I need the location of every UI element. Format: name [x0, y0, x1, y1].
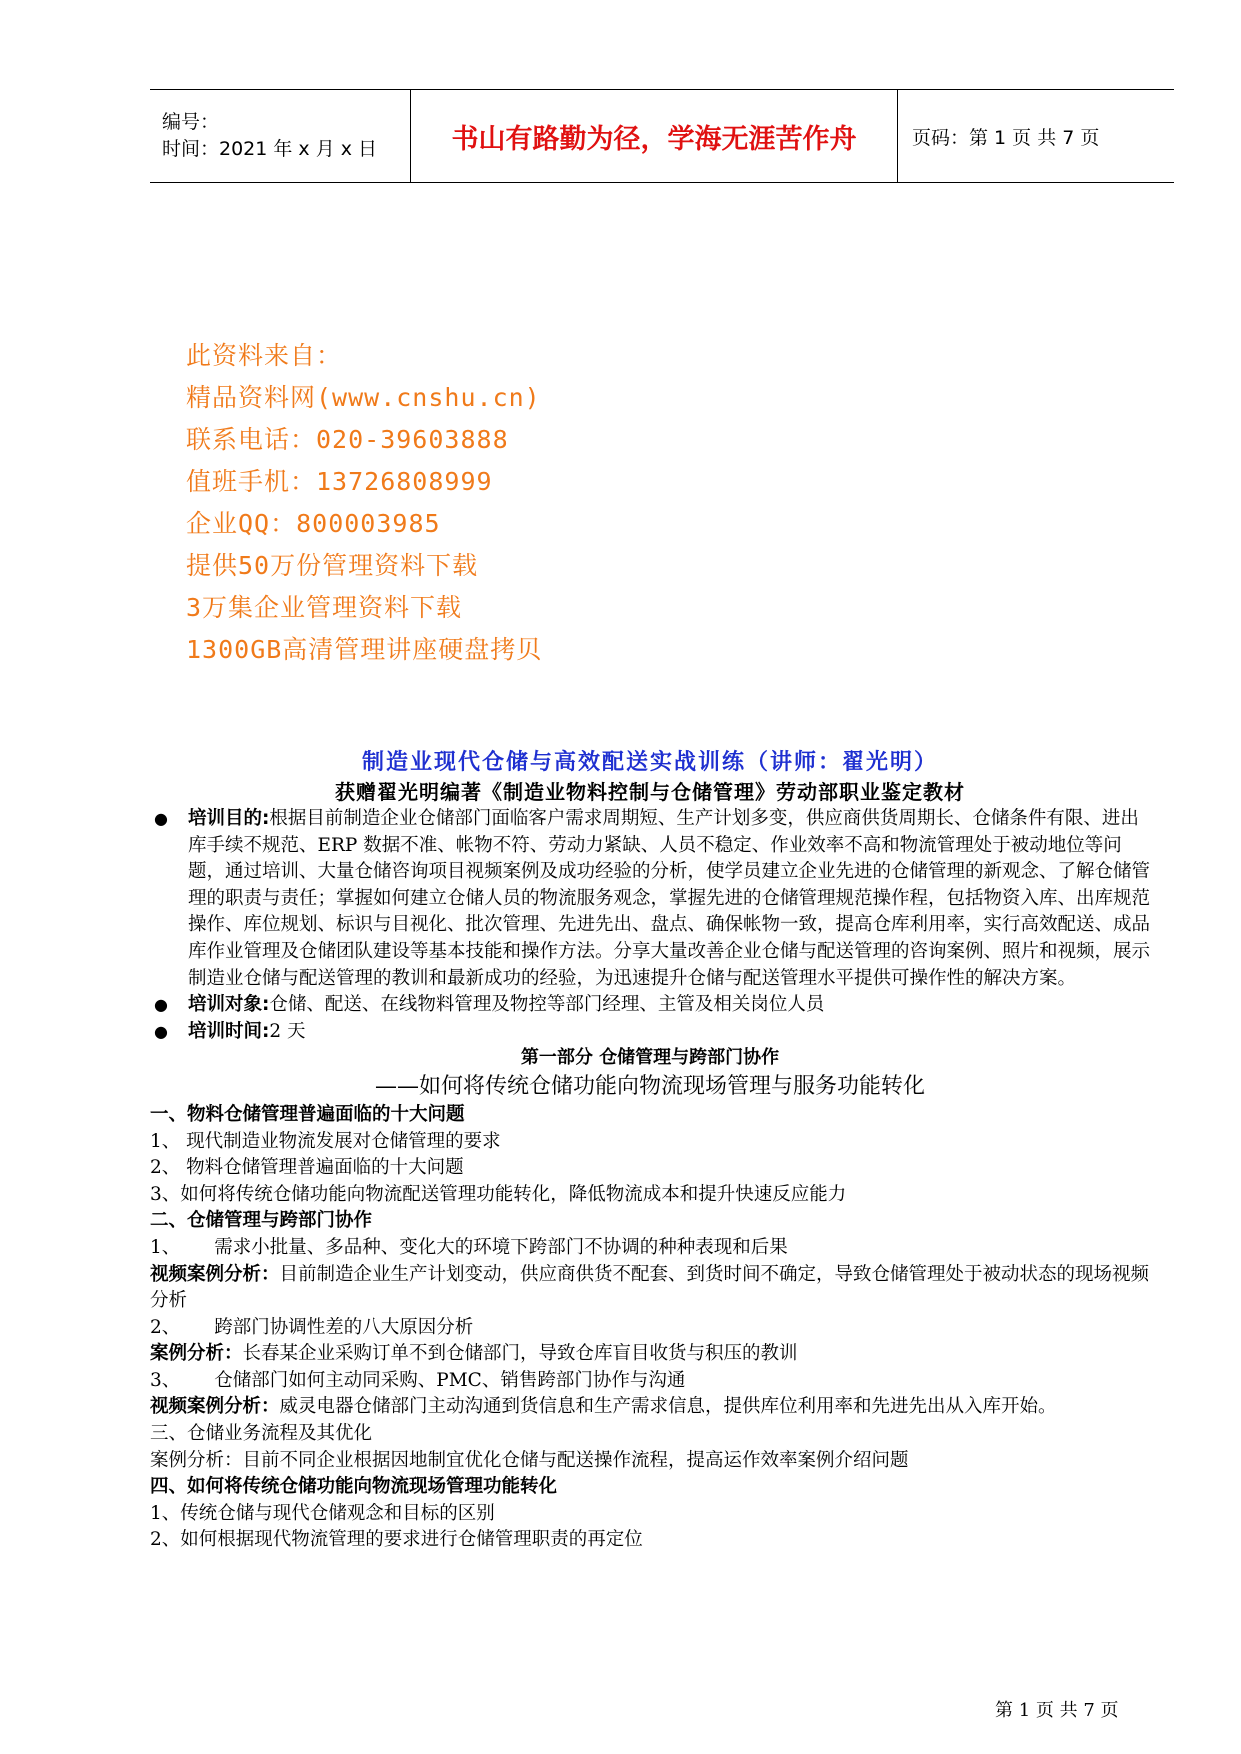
source-line: 企业QQ：800003985 — [186, 509, 441, 538]
purpose-text: 根据目前制造企业仓储部门面临客户需求周期短、生产计划多变，供应商供货周期长、仓储条件有限、进出库手续不规范、ERP 数据不准、帐物不符、劳动力紧缺、人员不稳定、作业效率不高和物流管理处于被动地位等问题，通过培训、大量仓储咨询项目视频案例及成功经验的分析，使学员建立企业先进的仓储管理的新观念、了解仓储管理的职责与责任；掌握如何建立仓储人员的物流服务观念，掌握先进的仓储管理规范操作程，包括物资入库、出库规范操作、库位规划、标识与目视化、批次管理、先进先出、盘点、确保帐物一致，提高仓库利用率，实行高效配送、成品库作业管理及仓储团队建设等基本技能和操作方法。分享大量改善企业仓储与配送管理的咨询案例、照片和视频，展示制造业仓储与配送管理的教训和最新成功的经验，为迅速提升仓储与配送管理水平提供可操作性的解决方案。 — [188, 808, 1151, 989]
purpose-label: 培训目的: — [188, 808, 270, 829]
header-left-cell — [150, 90, 410, 182]
section3-title: 三、仓储业务流程及其优化 — [150, 1423, 373, 1445]
target-label: 培训对象: — [188, 994, 270, 1016]
section3-case: 案例分析：目前不同企业根据因地制宜优化仓储与配送操作流程，提高运作效率案例介绍问题 — [150, 1449, 909, 1471]
time-label: 时间：2021 年 x 月 x 日 — [162, 138, 378, 160]
target-paragraph — [150, 992, 1150, 1019]
list-item — [150, 1315, 1150, 1342]
section2-title: 二、仓储管理与跨部门协作 — [150, 1210, 373, 1232]
section4-title: 四、如何将传统仓储功能向物流现场管理功能转化 — [150, 1476, 558, 1498]
section1-title: 一、物料仓储管理普遍面临的十大问题 — [150, 1103, 465, 1125]
video-case-1 — [150, 1262, 1150, 1315]
list-item: 1、 现代制造业物流发展对仓储管理的要求 — [150, 1130, 501, 1152]
source-line: 3万集企业管理资料下载 — [186, 593, 463, 622]
page-header — [150, 89, 1174, 183]
source-info — [186, 335, 542, 671]
list-item: 1、传统仓储与现代仓储观念和目标的区别 — [150, 1502, 495, 1524]
list-item — [150, 1235, 1150, 1262]
item-number: 2、 — [150, 1316, 181, 1338]
video-case-2 — [150, 1394, 1150, 1421]
purpose-paragraph — [150, 806, 1150, 992]
case-1 — [150, 1341, 1150, 1368]
page-footer: 第 1 页 共 7 页 — [995, 1700, 1119, 1721]
page-label: 页码：第 1 页 共 7 页 — [912, 126, 1100, 149]
item-text: 需求小批量、多品种、变化大的环境下跨部门不协调的种种表现和后果 — [214, 1236, 788, 1258]
number-label: 编号： — [162, 111, 220, 133]
part1-subtitle: ——如何将传统仓储功能向物流现场管理与服务功能转化 — [374, 1073, 925, 1099]
list-item: 2、如何根据现代物流管理的要求进行仓储管理职责的再定位 — [150, 1529, 643, 1551]
source-line: 联系电话：020-39603888 — [186, 425, 509, 454]
video-case-label: 视频案例分析： — [150, 1396, 280, 1418]
motto: 书山有路勤为径，学海无涯苦作舟 — [451, 123, 857, 155]
source-line: 提供50万份管理资料下载 — [186, 551, 479, 580]
source-line: 精品资料网(www.cnshu.cn) — [186, 383, 541, 412]
target-text: 仓储、配送、在线物料管理及物控等部门经理、主管及相关岗位人员 — [269, 994, 825, 1016]
video-case-text: 威灵电器仓储部门主动沟通到货信息和生产需求信息，提供库位利用率和先进先出从入库开始。 — [279, 1396, 1057, 1418]
document-body — [150, 748, 1150, 1554]
part1-title: 第一部分 仓储管理与跨部门协作 — [520, 1047, 780, 1069]
duration-label: 培训时间: — [188, 1020, 270, 1042]
case-text: 长春某企业采购订单不到仓储部门，导致仓库盲目收货与积压的教训 — [242, 1343, 798, 1365]
course-title: 制造业现代仓储与高效配送实战训练（讲师：翟光明） — [361, 750, 938, 775]
duration-text: 2 天 — [269, 1020, 306, 1042]
item-number: 3、 — [150, 1369, 181, 1391]
list-item: 2、 物料仓储管理普遍面临的十大问题 — [150, 1157, 464, 1179]
header-page-cell — [898, 90, 1174, 182]
source-line: 值班手机：13726808999 — [186, 467, 493, 496]
header-motto-cell — [410, 90, 898, 182]
item-text: 跨部门协调性差的八大原因分析 — [214, 1316, 474, 1338]
video-case-text: 目前制造企业生产计划变动，供应商供货不配套、到货时间不确定，导致仓储管理处于被动状态的现场视频分析 — [150, 1263, 1150, 1312]
item-text: 仓储部门如何主动同采购、PMC、销售跨部门协作与沟通 — [214, 1369, 686, 1391]
source-line: 此资料来自： — [186, 341, 343, 370]
item-number: 1、 — [150, 1236, 181, 1258]
course-subtitle: 获赠翟光明编著《制造业物料控制与仓储管理》劳动部职业鉴定教材 — [335, 780, 965, 804]
case-label: 案例分析： — [150, 1343, 243, 1365]
list-item: 3、如何将传统仓储功能向物流配送管理功能转化，降低物流成本和提升快速反应能力 — [150, 1183, 847, 1205]
duration-paragraph — [150, 1019, 1150, 1046]
list-item — [150, 1368, 1150, 1395]
source-line: 1300GB高清管理讲座硬盘拷贝 — [186, 635, 543, 664]
video-case-label: 视频案例分析： — [150, 1263, 280, 1285]
